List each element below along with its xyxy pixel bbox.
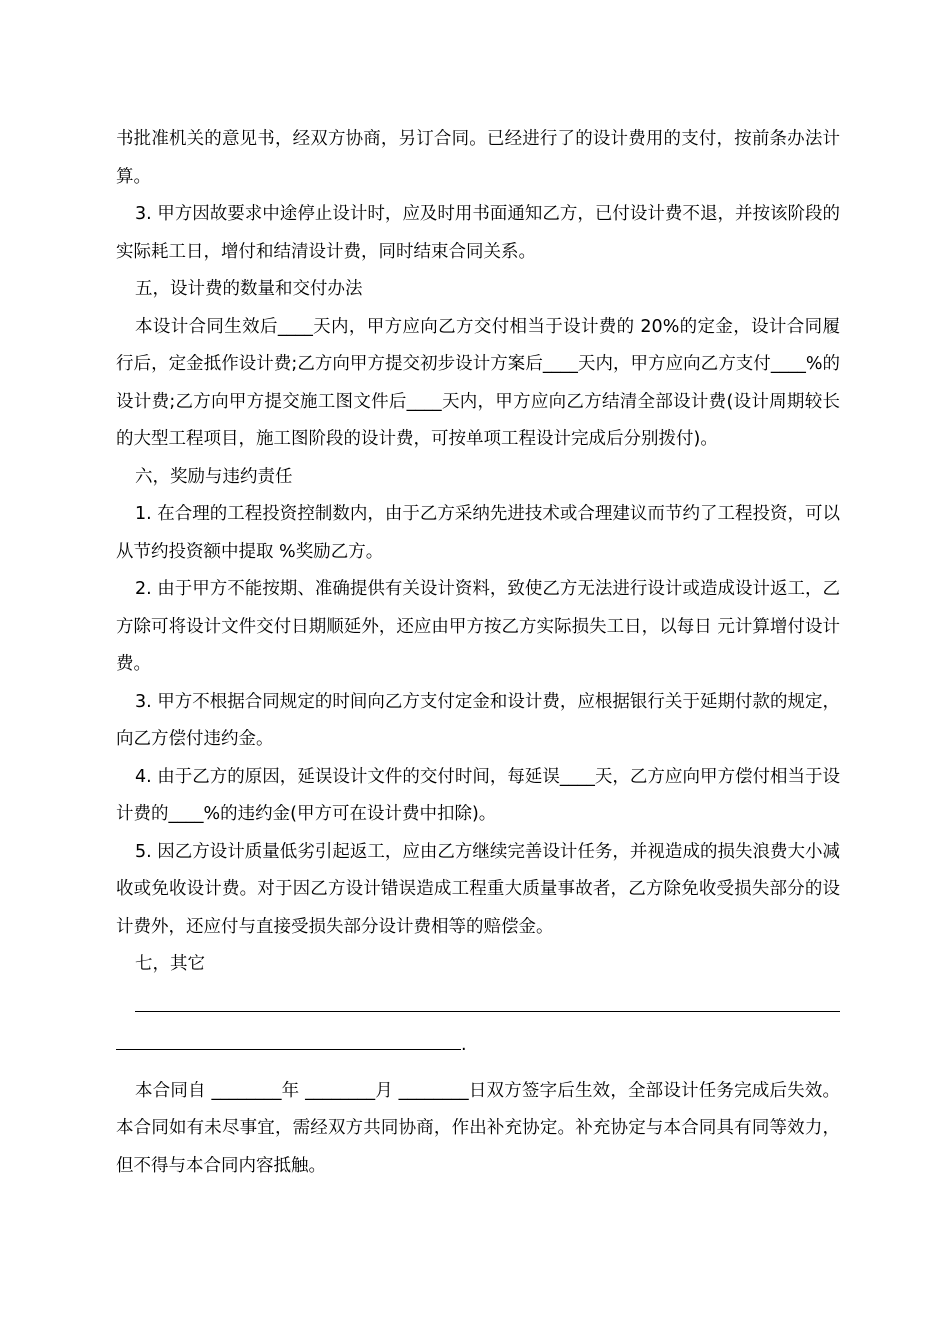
clause-4-3: 3. 甲方因故要求中途停止设计时，应及时用书面通知乙方，已付设计费不退，并按该阶段的实际耗工日，增付和结清设计费，同时结束合同关系。 <box>116 204 840 262</box>
section-heading-7: 七，其它 <box>135 954 205 974</box>
spacer <box>116 1059 840 1073</box>
underline-rule <box>116 1049 461 1050</box>
clause-6-2: 2. 由于甲方不能按期、准确提供有关设计资料，致使乙方无法进行设计或造成设计返工，乙方除可将设计文件交付日期顺延外，还应由甲方按乙方实际损失工日，以每日 元计算增付设计费。 <box>116 579 840 674</box>
clause-6-5: 5. 因乙方设计质量低劣引起返工，应由乙方继续完善设计任务，并视造成的损失浪费大小减收或免收设计费。对于因乙方设计错误造成工程重大质量事故者，乙方除免收受损失部分的设计费外，还应付与直接受损失部分设计费相等的赔偿金。 <box>116 841 840 937</box>
clause-6-1: 1. 在合理的工程投资控制数内，由于乙方采纳先进技术或合理建议而节约了工程投资，可以从节约投资额中提取 %奖励乙方。 <box>116 504 840 562</box>
blank-line-end-mark: . <box>461 1034 467 1055</box>
section-heading-6: 六，奖励与违约责任 <box>135 466 293 487</box>
document-page <box>116 121 840 1185</box>
closing-paragraph: 本合同自 ________年 ________月 ________日双方签字后生效，全部设计任务完成后失效。本合同如有未尽事宜，需经双方共同协商，作出补充协定。补充协定与本合同具有同等效力，但不得与本合同内容抵触。 <box>116 1080 840 1176</box>
clause-6-4: 4. 由于乙方的原因，延误设计文件的交付时间，每延误____天，乙方应向甲方偿付相当于设计费的____%的违约金(甲方可在设计费中扣除)。 <box>116 766 840 824</box>
underline-rule <box>135 1011 840 1012</box>
blank-fill-line-1 <box>116 984 840 1022</box>
section-heading-5: 五，设计费的数量和交付办法 <box>135 279 363 299</box>
clause-5-payment: 本设计合同生效后____天内，甲方应向乙方交付相当于设计费的 20%的定金，设计合同履行后，定金抵作设计费;乙方向甲方提交初步设计方案后____天内，甲方应向乙方支付____%的设计费;乙方向甲方提交施工图文件后____天内，甲方应向乙方结清全部设计费(设计周期较长的大型工程项目，施工图阶段的设计费，可按单项工程设计完成后分别拨付)。 <box>116 316 840 449</box>
blank-fill-line-2 <box>116 1021 840 1059</box>
clause-6-3: 3. 甲方不根据合同规定的时间向乙方支付定金和设计费，应根据银行关于延期付款的规定，向乙方偿付违约金。 <box>116 691 840 749</box>
paragraph-continuation: 书批准机关的意见书，经双方协商，另订合同。已经进行了的设计费用的支付，按前条办法计算。 <box>116 129 840 187</box>
